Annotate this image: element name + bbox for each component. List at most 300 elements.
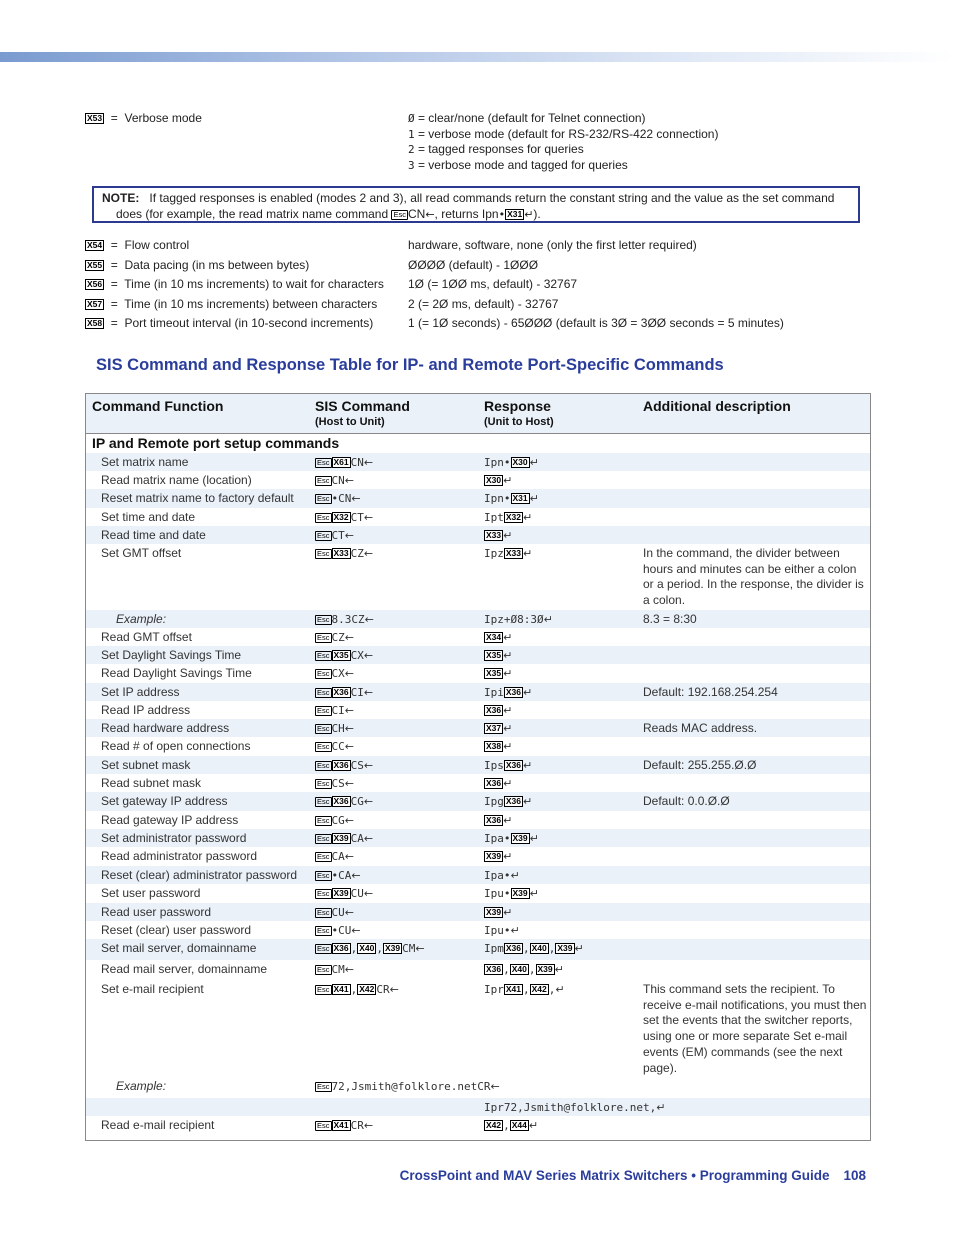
cell-function: Read user password <box>101 905 212 919</box>
variable-box: X57 <box>87 299 103 309</box>
variable-box: X35 <box>486 668 502 678</box>
variable-box: X30 <box>512 457 528 467</box>
left-arrow-icon: ← <box>344 906 354 919</box>
esc-key-icon: Esc <box>317 513 330 522</box>
value-text: = verbose mode (default for RS-232/RS-422 connection) <box>414 126 719 141</box>
code-text: Ipa• <box>484 869 511 882</box>
variable-box: X36 <box>486 815 502 825</box>
value-text: = tagged responses for queries <box>414 142 584 157</box>
table-row <box>86 939 870 960</box>
cell-command <box>315 528 354 544</box>
variable-box: X39 <box>486 851 502 861</box>
esc-key-icon: Esc <box>317 633 330 642</box>
table-row <box>86 903 870 921</box>
cell-function: Read e-mail recipient <box>101 1118 215 1132</box>
return-icon: ↵ <box>503 740 513 753</box>
variable-box: X33 <box>505 548 521 558</box>
variable-box: X36 <box>333 943 349 953</box>
code-text: CG <box>331 814 345 827</box>
code-text: Ipu• <box>484 887 511 900</box>
code-text: 8.3CZ <box>331 613 365 626</box>
cell-function: Read administrator password <box>101 849 258 863</box>
return-icon: ↵ <box>503 667 513 680</box>
code-text: CS <box>350 759 364 772</box>
esc-key-icon: Esc <box>317 724 330 733</box>
cell-function: Set GMT offset <box>101 546 182 560</box>
cell-command <box>315 868 361 884</box>
code-text: •CN <box>331 492 352 505</box>
left-arrow-icon: ← <box>363 649 374 662</box>
cell-function: Read subnet mask <box>101 776 202 790</box>
table-row <box>86 737 870 756</box>
variable-box: X58 <box>87 318 103 328</box>
table-row <box>86 980 870 1077</box>
return-icon: ↵ <box>529 492 539 505</box>
cell-function: Example: <box>116 1079 167 1093</box>
code-text: Ipt <box>484 511 504 524</box>
cell-response <box>484 491 539 507</box>
return-icon: ↵ <box>523 511 533 524</box>
param-value: 1 (= 1Ø seconds) - 65ØØØ (default is 3Ø = 3ØØ seconds = 5 minutes) <box>408 316 784 330</box>
cell-response <box>484 849 512 865</box>
table-row <box>86 610 870 628</box>
cell-response <box>484 1100 665 1116</box>
table-header <box>86 394 870 434</box>
code-text: , <box>350 942 358 955</box>
code-text: Ipr <box>484 983 504 996</box>
left-arrow-icon: ← <box>344 631 354 644</box>
code-text: CA <box>350 832 364 845</box>
code-text: Ipu• <box>484 924 511 937</box>
left-arrow-icon: ← <box>344 963 354 976</box>
cell-function: Reset (clear) administrator password <box>101 868 298 882</box>
return-icon: ↵ <box>523 547 533 560</box>
return-icon: ↵ <box>503 722 513 735</box>
cell-response <box>484 813 512 829</box>
code-text: 72,Jsmith@folklore.netCR <box>331 1080 491 1093</box>
cell-function: Read GMT offset <box>101 630 192 644</box>
param-eq: = <box>110 297 118 311</box>
esc-key-icon: Esc <box>317 908 330 917</box>
cell-response <box>484 666 512 682</box>
header-sis-command: SIS Command <box>315 398 410 414</box>
code-text: •CA <box>331 869 352 882</box>
cell-command <box>315 831 373 847</box>
variable-box: X36 <box>486 705 502 715</box>
cell-description: 8.3 = 8:30 <box>643 612 697 626</box>
header-additional-description: Additional description <box>643 398 791 414</box>
cell-response <box>484 982 565 998</box>
return-icon: ↵ <box>524 208 534 221</box>
param-x58 <box>85 316 373 331</box>
left-arrow-icon: ← <box>344 474 354 487</box>
code-text: , <box>376 942 384 955</box>
cell-command <box>315 630 354 646</box>
cell-command <box>315 546 373 562</box>
cell-description: Default: 0.0.Ø.Ø <box>643 794 730 808</box>
return-icon: ↵ <box>529 456 539 469</box>
variable-box: X54 <box>87 240 103 250</box>
table-row <box>86 1098 870 1116</box>
variable-box: X36 <box>505 796 521 806</box>
cell-function: Read time and date <box>101 528 206 542</box>
param-eq: = <box>110 316 118 330</box>
variable-box: X41 <box>505 984 521 994</box>
code-text: Ips <box>484 759 504 772</box>
cell-response <box>484 868 520 884</box>
code-text: CM <box>402 942 416 955</box>
table-row <box>86 646 870 664</box>
esc-key-icon: Esc <box>317 797 330 806</box>
variable-box: X42 <box>486 1120 502 1130</box>
return-icon: ↵ <box>510 924 520 937</box>
param-label: Flow control <box>124 238 190 252</box>
cell-function: Set user password <box>101 886 201 900</box>
variable-box: X55 <box>87 260 103 270</box>
section-subheading: IP and Remote port setup commands <box>92 435 340 451</box>
table-row <box>86 1116 870 1134</box>
code-text: Ipm <box>484 942 504 955</box>
variable-box: X31 <box>507 209 523 219</box>
variable-box: X36 <box>505 687 521 697</box>
code-text: CR <box>376 983 390 996</box>
header-host-to-unit: (Host to Unit) <box>315 416 385 428</box>
table-row <box>86 453 870 471</box>
left-arrow-icon: ← <box>363 832 374 845</box>
code-text: Ipr72,Jsmith@folklore.net, <box>484 1101 657 1114</box>
param-eq: = <box>110 277 118 291</box>
cell-description: Reads MAC address. <box>643 721 758 735</box>
esc-key-icon: Esc <box>317 816 330 825</box>
return-icon: ↵ <box>503 704 513 717</box>
left-arrow-icon: ← <box>344 814 354 827</box>
cell-command <box>315 982 399 998</box>
left-arrow-icon: ← <box>351 492 361 505</box>
left-arrow-icon: ← <box>363 795 374 808</box>
cell-function: Set subnet mask <box>101 758 191 772</box>
return-icon: ↵ <box>555 983 565 996</box>
variable-box: X35 <box>333 650 349 660</box>
table-row <box>86 792 870 811</box>
cell-function: Read Daylight Savings Time <box>101 666 252 680</box>
return-icon: ↵ <box>528 1119 539 1132</box>
variable-box: X36 <box>505 760 521 770</box>
cell-response <box>484 794 532 810</box>
param-label: Verbose mode <box>124 111 202 125</box>
left-arrow-icon: ← <box>363 1119 374 1132</box>
table-row <box>86 544 870 610</box>
param-label: Port timeout interval (in 10-second increments) <box>124 316 374 330</box>
esc-key-icon: Esc <box>317 944 330 953</box>
return-icon: ↵ <box>523 759 533 772</box>
esc-key-icon: Esc <box>317 531 330 540</box>
variable-box: X44 <box>511 1120 527 1130</box>
param-value: hardware, software, none (only the first letter required) <box>408 238 697 252</box>
table-row <box>86 489 870 508</box>
cell-command <box>315 962 354 978</box>
table-row <box>86 866 870 884</box>
code-text: , <box>503 1119 510 1132</box>
code-text: , <box>350 983 358 996</box>
value-text: = verbose mode and tagged for queries <box>414 158 628 173</box>
variable-box: X36 <box>333 796 349 806</box>
variable-box: X30 <box>486 475 502 485</box>
cell-response <box>484 612 553 628</box>
return-icon: ↵ <box>523 795 533 808</box>
param-label: Time (in 10 ms increments) between characters <box>124 297 378 311</box>
cell-function: Read mail server, domainname <box>101 962 268 976</box>
left-arrow-icon: ← <box>363 456 374 469</box>
return-icon: ↵ <box>503 814 513 827</box>
param-value-line <box>408 158 718 174</box>
return-icon: ↵ <box>529 832 539 845</box>
header-command-function: Command Function <box>92 398 224 414</box>
cell-function: Set matrix name <box>101 455 189 469</box>
cell-response <box>484 473 512 489</box>
value-number: 3 <box>408 159 415 173</box>
left-arrow-icon: ← <box>351 924 361 937</box>
param-value-line <box>408 142 718 158</box>
code-text: , <box>523 983 530 996</box>
cell-command <box>315 923 361 939</box>
cell-function: Read gateway IP address <box>101 813 239 827</box>
code-text: •CU <box>331 924 352 937</box>
left-arrow-icon: ← <box>344 529 354 542</box>
esc-key-icon: Esc <box>317 834 330 843</box>
code-text: CC <box>331 740 345 753</box>
code-text: CA <box>331 850 345 863</box>
cell-description: This command sets the recipient. To receive e-mail notifications, you must then set the events that the switcher reports, using one or more separate Set e-mail events (EM) commands (see the next page). <box>643 982 867 1075</box>
header-gradient-bar <box>0 52 954 62</box>
cell-function: Read # of open connections <box>101 739 251 753</box>
cell-command <box>315 1118 373 1134</box>
variable-box: X36 <box>486 964 502 974</box>
value-number: Ø <box>408 112 415 125</box>
code-text: Ipa• <box>484 832 511 845</box>
esc-key-icon: Esc <box>317 1082 330 1091</box>
esc-key-icon: Esc <box>317 852 330 861</box>
esc-key-icon: Esc <box>317 549 330 558</box>
left-arrow-icon: ← <box>363 686 374 699</box>
code-text: Ipz+Ø8:3Ø <box>484 613 544 626</box>
variable-box: X42 <box>531 984 547 994</box>
param-value: 2 (= 2Ø ms, default) - 32767 <box>408 297 559 311</box>
param-x56 <box>85 277 384 292</box>
variable-box: X34 <box>486 632 502 642</box>
left-arrow-icon: ← <box>490 1080 500 1093</box>
variable-box: X33 <box>333 548 349 558</box>
esc-key-icon: Esc <box>317 706 330 715</box>
return-icon: ↵ <box>503 649 513 662</box>
left-arrow-icon: ← <box>344 850 354 863</box>
code-text: Ipn• <box>484 456 511 469</box>
cell-description: Default: 255.255.Ø.Ø <box>643 758 757 772</box>
left-arrow-icon: ← <box>344 777 354 790</box>
cell-response <box>484 923 520 939</box>
cell-command <box>315 886 373 902</box>
page-number: 108 <box>843 1168 866 1183</box>
page-footer <box>400 1168 866 1183</box>
cell-function: Reset (clear) user password <box>101 923 252 937</box>
variable-box: X56 <box>87 279 103 289</box>
table-row <box>86 756 870 774</box>
esc-key-icon: Esc <box>317 761 330 770</box>
header-response: Response <box>484 398 551 414</box>
code-text: Ipi <box>484 686 504 699</box>
return-icon: ↵ <box>503 631 513 644</box>
left-arrow-icon: ← <box>389 983 399 996</box>
table-row <box>86 774 870 792</box>
variable-box: X36 <box>486 778 502 788</box>
return-icon: ↵ <box>503 474 513 487</box>
cell-command <box>315 794 373 810</box>
esc-key-icon: Esc <box>317 669 330 678</box>
sis-command-table <box>85 393 871 1141</box>
left-arrow-icon: ← <box>364 613 374 626</box>
variable-box: X39 <box>512 888 528 898</box>
cell-function: Read hardware address <box>101 721 230 735</box>
cell-response <box>484 776 512 792</box>
cell-function: Set gateway IP address <box>101 794 228 808</box>
esc-key-icon: Esc <box>317 458 330 467</box>
cell-function: Set Daylight Savings Time <box>101 648 242 662</box>
variable-box: X39 <box>486 907 502 917</box>
variable-box: X42 <box>359 984 375 994</box>
table-row <box>86 526 870 544</box>
cell-response <box>484 905 512 921</box>
param-x54 <box>85 238 189 253</box>
cell-command <box>315 491 361 507</box>
esc-key-icon: Esc <box>393 210 406 219</box>
table-row <box>86 1077 870 1098</box>
cell-response <box>484 831 539 847</box>
cell-function: Set IP address <box>101 685 180 699</box>
cell-command <box>315 1079 500 1095</box>
footer-title: CrossPoint and MAV Series Matrix Switchers • Programming Guide <box>399 1168 830 1183</box>
value-number: 2 <box>408 143 415 157</box>
return-icon: ↵ <box>503 529 513 542</box>
return-icon: ↵ <box>529 887 539 900</box>
cell-function: Set administrator password <box>101 831 247 845</box>
header-unit-to-host: (Unit to Host) <box>484 416 554 428</box>
code-text: CN <box>350 456 364 469</box>
code-text: CT <box>350 511 364 524</box>
cell-response <box>484 510 532 526</box>
variable-box: X35 <box>486 650 502 660</box>
table-row <box>86 471 870 489</box>
left-arrow-icon: ← <box>363 547 374 560</box>
variable-box: X37 <box>486 723 502 733</box>
value-text: = clear/none (default for Telnet connection) <box>414 111 646 125</box>
param-x55 <box>85 258 309 273</box>
code-text: CZ <box>350 547 364 560</box>
cell-response <box>484 758 532 774</box>
cell-function: Set mail server, domainname <box>101 941 257 955</box>
variable-box: X36 <box>333 687 349 697</box>
cell-response <box>484 546 532 562</box>
note-box: NOTE: If tagged responses is enabled (modes 2 and 3), all read commands return the constant string and the value as the set command does (for example, the read matrix name command Esc CN←, returns Ipn• X31 ↵). <box>92 186 860 223</box>
code-text: CU <box>350 887 364 900</box>
left-arrow-icon: ← <box>363 887 374 900</box>
return-icon: ↵ <box>554 963 564 976</box>
esc-key-icon: Esc <box>317 1121 330 1130</box>
param-label: Data pacing (in ms between bytes) <box>124 258 310 272</box>
code-text: Ipz <box>484 547 504 560</box>
code-text: , <box>523 942 530 955</box>
esc-key-icon: Esc <box>317 494 330 503</box>
return-icon: ↵ <box>503 850 513 863</box>
table-row <box>86 921 870 939</box>
cell-command <box>315 703 354 719</box>
param-x53: X53 = Verbose mode <box>87 111 202 125</box>
cell-response <box>484 886 539 902</box>
cell-command <box>315 510 373 526</box>
param-value: ØØØØ (default) - 1ØØØ <box>408 258 539 272</box>
cell-command <box>315 813 354 829</box>
esc-key-icon: Esc <box>317 779 330 788</box>
left-arrow-icon: ← <box>344 740 354 753</box>
cell-command <box>315 776 354 792</box>
code-text: , <box>548 983 556 996</box>
variable-box: X39 <box>333 888 349 898</box>
cell-response <box>484 941 584 957</box>
variable-box: X38 <box>486 741 502 751</box>
left-arrow-icon: ← <box>344 667 354 680</box>
code-text: CR <box>350 1119 364 1132</box>
esc-key-icon: Esc <box>317 688 330 697</box>
param-value-line <box>408 127 718 143</box>
section-heading: SIS Command and Response Table for IP- and Remote Port-Specific Commands <box>96 356 724 374</box>
code-text: CX <box>350 649 364 662</box>
esc-key-icon: Esc <box>317 615 330 624</box>
variable-box: X40 <box>531 943 547 953</box>
cell-command <box>315 685 373 701</box>
variable-box: X61 <box>333 457 349 467</box>
code-text: , <box>503 963 510 976</box>
left-arrow-icon: ← <box>425 208 435 221</box>
cell-command <box>315 941 425 957</box>
esc-key-icon: Esc <box>317 742 330 751</box>
cell-response <box>484 721 512 737</box>
table-row <box>86 847 870 866</box>
esc-key-icon: Esc <box>317 871 330 880</box>
cell-function: Read matrix name (location) <box>101 473 252 487</box>
table-row <box>86 628 870 646</box>
cell-command <box>315 721 354 737</box>
cell-response <box>484 739 512 755</box>
table-row <box>86 960 870 980</box>
variable-box: X36 <box>505 943 521 953</box>
return-icon: ↵ <box>510 869 520 882</box>
code-text: , <box>548 942 556 955</box>
cell-response <box>484 630 512 646</box>
cell-response <box>484 962 564 978</box>
cell-response <box>484 455 539 471</box>
table-row <box>86 683 870 701</box>
variable-box: X32 <box>505 512 521 522</box>
variable-box: X36 <box>333 760 349 770</box>
cell-function: Set time and date <box>101 510 196 524</box>
table-row <box>86 829 870 847</box>
variable-box: X40 <box>511 964 527 974</box>
variable-box: X39 <box>537 964 553 974</box>
esc-key-icon: Esc <box>317 965 330 974</box>
cell-command <box>315 666 354 682</box>
cell-response <box>484 703 512 719</box>
code-text: CI <box>331 704 345 717</box>
left-arrow-icon: ← <box>363 511 374 524</box>
code-text: CI <box>350 686 364 699</box>
